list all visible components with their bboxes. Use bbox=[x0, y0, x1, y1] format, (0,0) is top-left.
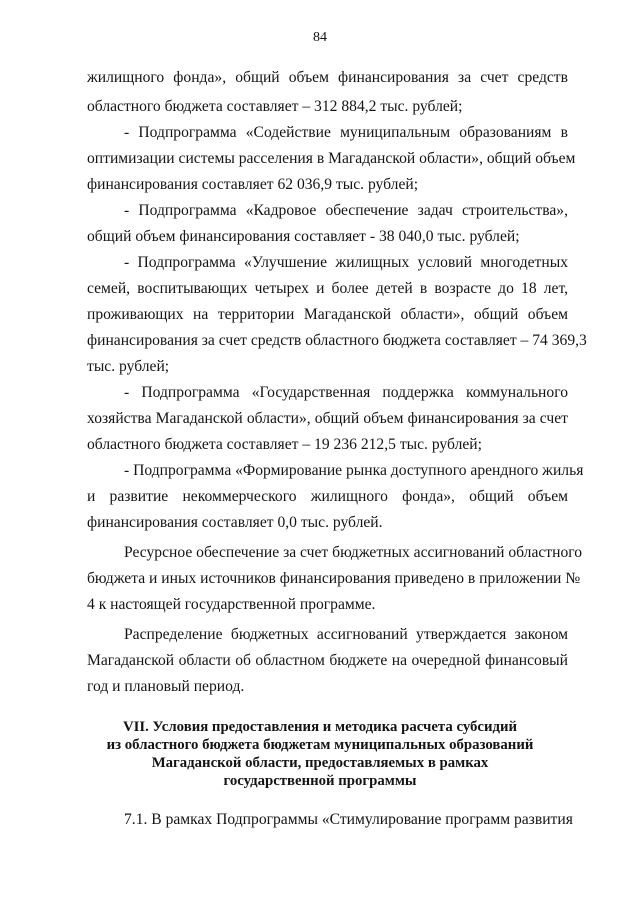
section-heading-line: из областного бюджета бюджетам муниципальных образований bbox=[106, 737, 534, 753]
body-line: - Подпрограмма «Улучшение жилищных условий многодетных bbox=[124, 254, 568, 271]
body-line: - Подпрограмма «Кадровое обеспечение задач строительства», bbox=[124, 202, 568, 219]
body-line: Ресурсное обеспечение за счет бюджетных ассигнований областного bbox=[124, 544, 583, 561]
body-line: общий объем финансирования составляет - 38 040,0 тыс. рублей; bbox=[87, 228, 520, 245]
body-line: год и плановый период. bbox=[87, 678, 245, 695]
body-line: финансирования составляет 62 036,9 тыс. рублей; bbox=[87, 176, 419, 193]
body-line: областного бюджета составляет – 19 236 212,5 тыс. рублей; bbox=[87, 436, 482, 453]
body-line: 4 к настоящей государственной программе. bbox=[87, 596, 376, 613]
body-line: жилищного фонда», общий объем финансирования за счет средств bbox=[87, 69, 568, 86]
section-heading-line: VII. Условия предоставления и методика расчета субсидий bbox=[122, 719, 518, 735]
section-heading-line: государственной программы bbox=[223, 773, 417, 789]
body-line: семей, воспитывающих четырех и более детей в возрасте до 18 лет, bbox=[87, 280, 568, 297]
body-line: тыс. рублей; bbox=[87, 358, 170, 375]
body-line: бюджета и иных источников финансирования приведено в приложении № bbox=[87, 570, 581, 587]
body-line: 7.1. В рамках Подпрограммы «Стимулирование программ развития bbox=[124, 811, 573, 828]
body-line: областного бюджета составляет – 312 884,2 тыс. рублей; bbox=[87, 98, 463, 115]
body-line: и развитие некоммерческого жилищного фонда», общий объем bbox=[87, 488, 568, 505]
body-line: финансирования за счет средств областного бюджета составляет – 74 369,3 bbox=[87, 332, 587, 349]
body-line: хозяйства Магаданской области», общий объем финансирования за счет bbox=[87, 410, 568, 427]
body-line: Распределение бюджетных ассигнований утверждается законом bbox=[124, 626, 568, 643]
body-line: - Подпрограмма «Государственная поддержка коммунального bbox=[124, 384, 568, 401]
body-line: проживающих на территории Магаданской области», общий объем bbox=[87, 306, 568, 323]
body-line: оптимизации системы расселения в Магаданской области», общий объем bbox=[87, 150, 576, 167]
body-line: Магаданской области об областном бюджете на очередной финансовый bbox=[87, 652, 568, 669]
body-line: - Подпрограмма «Содействие муниципальным образованиям в bbox=[124, 124, 568, 141]
body-line: финансирования составляет 0,0 тыс. рублей. bbox=[87, 514, 383, 531]
section-heading-line: Магаданской области, предоставляемых в рамках bbox=[151, 755, 489, 771]
body-line: - Подпрограмма «Формирование рынка доступного арендного жилья bbox=[124, 462, 584, 479]
page-number: 84 bbox=[313, 30, 327, 45]
